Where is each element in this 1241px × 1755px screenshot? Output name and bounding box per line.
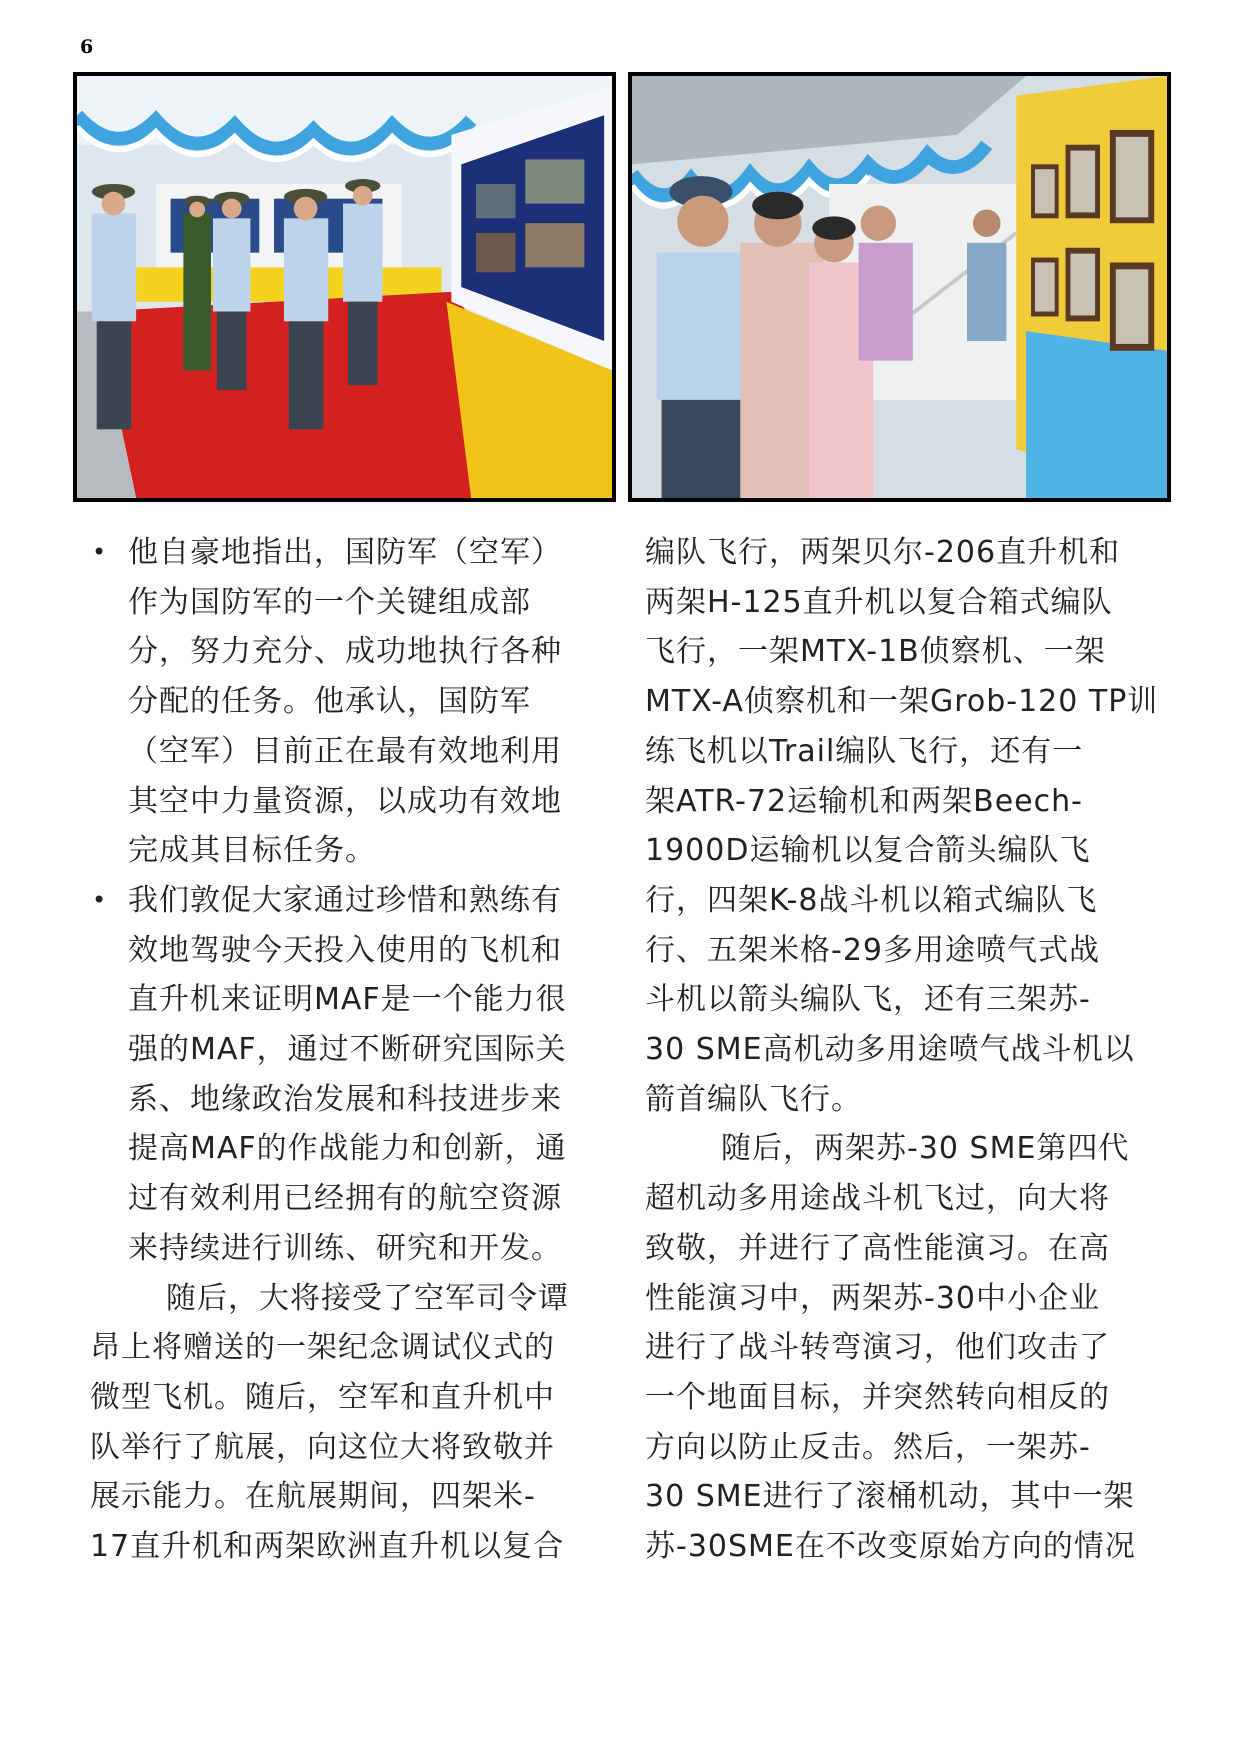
- text-line: 展示能力。在航展期间，四架米-: [90, 1479, 536, 1515]
- text-line: 编队飞行，两架贝尔-206直升机和: [645, 535, 1121, 570]
- text-line: 微型飞机。随后，空军和直升机中: [90, 1379, 555, 1415]
- text-line: 昂上将赠送的一架纪念调试仪式的: [90, 1330, 555, 1366]
- text-line: 随后，两架苏-30 SME第四代: [721, 1131, 1130, 1167]
- text-line: 练飞机以Trail编队飞行，还有一: [645, 733, 1084, 769]
- text-line: 分配的任务。他承认，国防军: [128, 684, 531, 720]
- text-line: 提高MAF的作战能力和创新，通: [128, 1131, 567, 1167]
- text-line: 17直升机和两架欧洲直升机以复合: [90, 1529, 565, 1565]
- text-line: 来持续进行训练、研究和开发。: [128, 1230, 562, 1266]
- photo-officers-exhibition: [73, 72, 616, 502]
- page-number: 6: [80, 36, 94, 58]
- paragraph-su30-maneuvers: [645, 1124, 1165, 1571]
- text-line: 30 SME进行了滚桶机动，其中一架: [645, 1479, 1135, 1515]
- text-line: 完成其目标任务。: [128, 833, 376, 869]
- text-line: 1900D运输机以复合箭头编队飞: [645, 833, 1091, 869]
- bullet-marker: •: [92, 538, 108, 566]
- bullet-item-1: [90, 528, 610, 876]
- text-line: 两架H-125直升机以复合箱式编队: [645, 584, 1113, 620]
- text-line: 强的MAF，通过不断研究国际关: [128, 1032, 567, 1068]
- text-line: 致敬，并进行了高性能演习。在高: [645, 1230, 1110, 1266]
- text-line: 他自豪地指出，国防军（空军）: [128, 535, 562, 570]
- text-line: 苏-30SME在不改变原始方向的情况: [645, 1529, 1136, 1565]
- photo-presentation-visitors: [628, 72, 1171, 502]
- text-line: 进行了战斗转弯演习，他们攻击了: [645, 1330, 1110, 1366]
- text-line: 作为国防军的一个关键组成部: [128, 584, 531, 620]
- text-line: 斗机以箭头编队飞，还有三架苏-: [645, 982, 1091, 1018]
- text-line: 行、五架米格-29多用途喷气式战: [645, 932, 1100, 968]
- text-line: 过有效利用已经拥有的航空资源: [128, 1181, 562, 1217]
- text-line: 30 SME高机动多用途喷气战斗机以: [645, 1032, 1135, 1068]
- bullet-item-2: [90, 876, 610, 1274]
- text-line: 效地驾驶今天投入使用的飞机和: [128, 932, 562, 968]
- text-line: 我们敦促大家通过珍惜和熟练有: [128, 882, 562, 918]
- text-line: 一个地面目标，并突然转向相反的: [645, 1379, 1110, 1415]
- text-line: 直升机来证明MAF是一个能力很: [128, 982, 567, 1018]
- text-line: MTX-A侦察机和一架Grob-120 TP训: [645, 684, 1159, 720]
- left-text-column: [90, 528, 610, 1572]
- text-line: 行，四架K-8战斗机以箱式编队飞: [645, 882, 1098, 918]
- text-line: 箭首编队飞行。: [645, 1081, 862, 1117]
- paragraph-formations: [645, 528, 1165, 1124]
- paragraph-airshow: [90, 1274, 610, 1572]
- text-line: 性能演习中，两架苏-30中小企业: [645, 1280, 1100, 1316]
- bullet-marker: •: [92, 885, 108, 914]
- text-line: 超机动多用途战斗机飞过，向大将: [645, 1181, 1110, 1217]
- text-line: （空军）目前正在最有效地利用: [128, 733, 562, 769]
- text-line: 队举行了航展，向这位大将致敬并: [90, 1429, 555, 1465]
- text-line: 方向以防止反击。然后，一架苏-: [645, 1429, 1091, 1465]
- text-line: 其空中力量资源，以成功有效地: [128, 783, 562, 819]
- right-text-column: [645, 528, 1165, 1572]
- text-line: 架ATR-72运输机和两架Beech-: [645, 783, 1083, 819]
- text-line: 随后，大将接受了空军司令谭: [166, 1280, 569, 1316]
- text-line: 系、地缘政治发展和科技进步来: [128, 1081, 562, 1117]
- text-line: 飞行，一架MTX-1B侦察机、一架: [645, 634, 1106, 670]
- text-line: 分，努力充分、成功地执行各种: [128, 634, 562, 670]
